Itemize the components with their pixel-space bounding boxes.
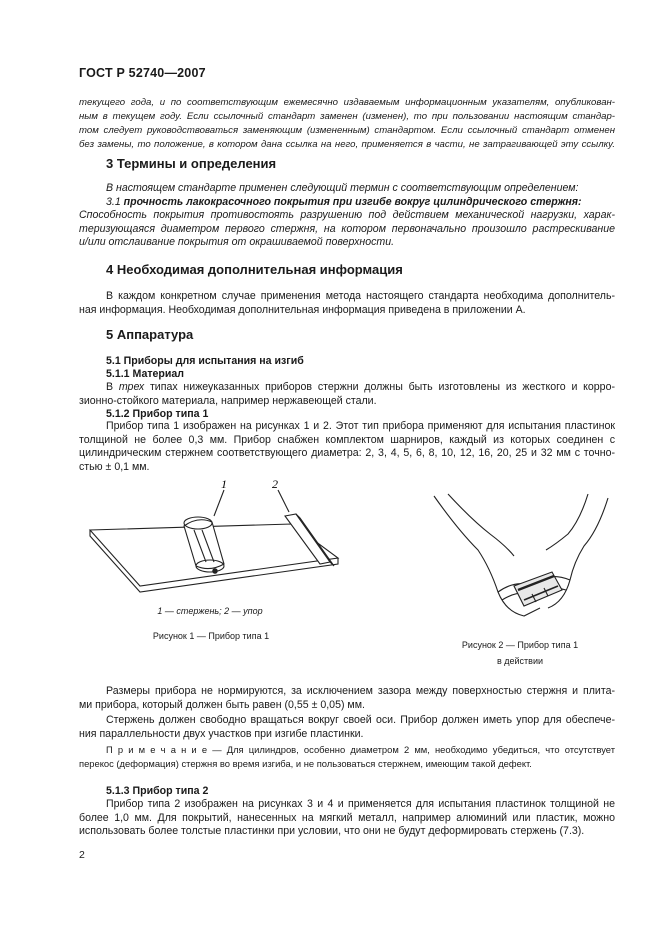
text-line: стью ± 0,1 мм.: [79, 460, 150, 473]
text-line: ния параллельности двух участков при изгибе пластинки.: [79, 727, 364, 740]
section-3-title: 3 Термины и определения: [106, 156, 277, 171]
text-line: толщиной не более 0,3 мм. Прибор снабжен комплектом шарниров, каждый из которых соединен с: [79, 433, 615, 446]
text-line: том следует руководствоваться заменяющим (измененным) стандартом. Если ссылочный стандарт отменен: [79, 125, 615, 136]
text-line: [79, 182, 615, 196]
text-line: использовать более толстые пластинки при условии, что они не будут деформировать стержень (7.3).: [79, 825, 585, 838]
intro-paragraph: [79, 96, 615, 152]
figure-2-drawing: [428, 490, 618, 630]
text-line: и/или отслаивание покрытия от окрашиваемой поверхности.: [79, 236, 395, 249]
text-line: теризующаяся диаметром первого стержня, на котором первоначально произошло растрескивание: [79, 222, 615, 235]
section-3-body: [79, 182, 615, 250]
figure-1-legend: 1 — стержень; 2 — упор: [157, 606, 263, 616]
text-line: [79, 381, 615, 395]
text-line: П р и м е ч а н и е — Для цилиндров, особенно диаметром 2 мм, необходимо убедиться, что отсутствует: [106, 744, 615, 755]
text-span: В: [106, 381, 119, 393]
gap-paragraph: [79, 685, 615, 712]
text-line: цилиндрическим стержнем соответствующего диаметра: 2, 3, 4, 5, 6, 8, 10, 12, 16, 20, 25 и 32 мм с точно-: [79, 447, 615, 460]
caption-line: Рисунок 2 — Прибор типа 1: [461, 640, 579, 650]
document-header: ГОСТ Р 52740—2007: [79, 66, 206, 80]
italic-word: трех: [118, 381, 145, 393]
figure-1-drawing: [82, 478, 362, 598]
section-4-title: 4 Необходимая дополнительная информация: [106, 262, 403, 277]
text-line: Размеры прибора не нормируются, за исключением зазора между поверхностью стержня и плита-: [106, 685, 615, 697]
section-5-title: 5 Аппаратура: [106, 327, 194, 342]
figure-1-label-2: 2: [272, 478, 278, 491]
text-line: зионно-стойкого материала, например нержавеющей стали.: [79, 394, 377, 407]
text-line: Прибор типа 1 изображен на рисунках 1 и 2. Этот тип прибора применяют для испытания пластинок: [106, 420, 615, 432]
text-line: Прибор типа 2 изображен на рисунках 3 и 4 и применяется для испытания пластинок толщиной не: [106, 798, 615, 810]
subsection-5-1-2-body: [79, 420, 615, 474]
subsection-5-1-3-title: 5.1.3 Прибор типа 2: [106, 785, 209, 797]
subsection-5-1-1-body: [79, 381, 615, 408]
note-paragraph: [79, 743, 615, 771]
subsection-5-1-1-title: 5.1.1 Материал: [106, 368, 185, 380]
text-line: Стержень должен свободно вращаться вокруг своей оси. Прибор должен иметь упор для обеспече-: [106, 714, 615, 726]
subsection-5-1-title: 5.1 Приборы для испытания на изгиб: [106, 355, 304, 367]
text-span: типах нижеуказанных приборов стержни должны быть изготовлены из жесткого и корро-: [144, 381, 615, 393]
text-line: текущего года, и по соответствующим ежемесячно издаваемым информационным указателям, опубликован-: [79, 97, 615, 108]
text-line: ми прибора, который должен быть равен (0,55 ± 0,05) мм.: [79, 698, 365, 711]
rotation-paragraph: [79, 714, 615, 741]
text-line: ным в текущем году. Если ссылочный стандарт заменен (изменен), то при пользовании настоящим стандар-: [79, 111, 615, 122]
text-line: перекос (деформация) стержня во время изгиба, и не пользоваться стержнем, имеющим такой дефект.: [79, 758, 532, 769]
section-3-intro: В настоящем стандарте применен следующий термин с соответствующим определением:: [106, 182, 579, 194]
caption-line: в действии: [496, 656, 544, 666]
text-line: более 1,0 мм. Для покрытий, нанесенных на мягкий металл, например алюминий или пластик, можно: [79, 811, 615, 824]
figure-2-caption: [450, 637, 590, 669]
text-line: Способность покрытия противостоять разрушению под действием механической нагрузки, харак-: [79, 209, 615, 222]
figure-1-caption: Рисунок 1 — Прибор типа 1: [152, 631, 270, 641]
text-line: ная информация. Необходимая дополнительная информация приведена в приложении А.: [79, 303, 526, 316]
text-line: В каждом конкретном случае применения метода настоящего стандарта необходима дополнитель-: [106, 290, 615, 302]
term-name: прочность лакокрасочного покрытия при изгибе вокруг цилиндрического стержня:: [123, 195, 582, 208]
text-line: без замены, то положение, в котором дана ссылка на него, применяется в части, не затрагивающей эту ссылку.: [79, 139, 615, 150]
term-line: [79, 196, 615, 210]
page-number: 2: [79, 849, 85, 861]
section-4-body: [79, 290, 615, 317]
figure-1-label-1: 1: [221, 478, 227, 491]
subsection-5-1-3-body: [79, 798, 615, 839]
term-number: 3.1: [106, 195, 124, 208]
subsection-5-1-2-title: 5.1.2 Прибор типа 1: [106, 408, 209, 420]
